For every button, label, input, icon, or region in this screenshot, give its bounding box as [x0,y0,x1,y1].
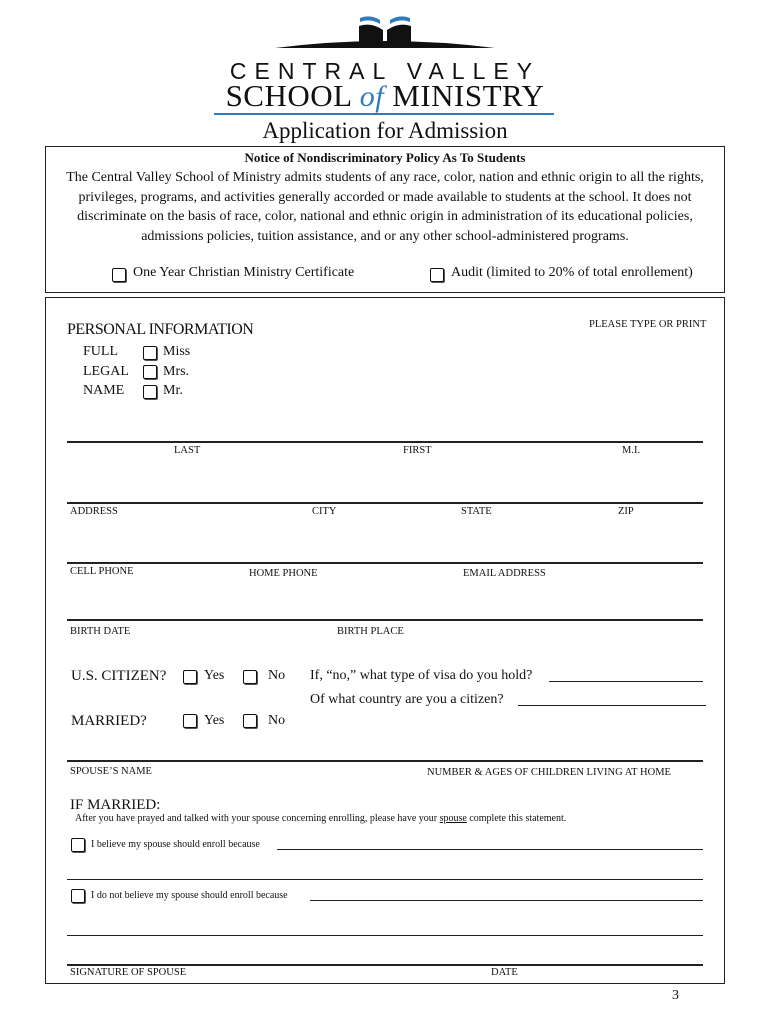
phone-line[interactable] [67,562,703,564]
city-label: CITY [312,506,337,517]
country-line[interactable] [518,705,706,706]
name-label-name: NAME [83,383,125,398]
birth-line[interactable] [67,619,703,621]
book-logo-icon [275,12,495,52]
believe-line-2[interactable] [67,879,703,880]
children-label: NUMBER & AGES OF CHILDREN LIVING AT HOME [427,767,671,778]
address-line[interactable] [67,502,703,504]
not-believe-checkbox[interactable] [71,889,85,903]
miss-label: Miss [163,344,191,359]
married-label: MARRIED? [71,713,147,729]
believe-label: I believe my spouse should enroll because [91,839,260,850]
mr-label: Mr. [163,383,183,398]
certificate-label: One Year Christian Ministry Certificate [133,265,355,280]
believe-checkbox[interactable] [71,838,85,852]
mrs-label: Mrs. [163,364,190,379]
signature-label: SIGNATURE OF SPOUSE [70,967,187,978]
married-no-label: No [268,713,286,728]
zip-label: ZIP [618,506,634,517]
audit-checkbox[interactable] [430,268,444,282]
notice-heading: Notice of Nondiscriminatory Policy As To Students [244,150,526,165]
page-title: Application for Admission [262,118,508,143]
certificate-checkbox[interactable] [112,268,126,282]
birth-place-label: BIRTH PLACE [337,626,404,637]
email-label: EMAIL ADDRESS [463,568,546,579]
not-believe-line-1[interactable] [310,900,703,901]
if-married-heading: IF MARRIED: [70,797,161,813]
last-label: LAST [174,445,201,456]
page-number: 3 [672,988,679,1003]
birth-date-label: BIRTH DATE [70,626,131,637]
logo-underline [214,113,554,115]
cell-phone-label: CELL PHONE [70,566,134,577]
spouse-line[interactable] [67,760,703,762]
believe-line-1[interactable] [277,849,703,850]
not-believe-line-2[interactable] [67,935,703,936]
citizen-no-label: No [268,668,286,683]
not-believe-label: I do not believe my spouse should enroll because [91,890,288,901]
citizen-label: U.S. CITIZEN? [71,668,167,684]
married-no-checkbox[interactable] [243,714,257,728]
country-question: Of what country are you a citizen? [310,692,504,707]
miss-checkbox[interactable] [143,346,157,360]
visa-question: If, “no,” what type of visa do you hold? [310,668,533,683]
date-label: DATE [491,967,518,978]
personal-heading: PERSONAL INFORMATION [67,321,254,338]
married-yes-label: Yes [204,713,225,728]
spouse-name-label: SPOUSE’S NAME [70,766,152,777]
mr-checkbox[interactable] [143,385,157,399]
citizen-yes-label: Yes [204,668,225,683]
logo-main-text: SCHOOL of MINISTRY [225,78,545,113]
citizen-yes-checkbox[interactable] [183,670,197,684]
mrs-checkbox[interactable] [143,365,157,379]
home-phone-label: HOME PHONE [249,568,318,579]
print-note: PLEASE TYPE OR PRINT [589,319,707,330]
signature-line[interactable] [67,964,703,966]
name-label-legal: LEGAL [83,364,129,379]
mi-label: M.I. [622,445,641,456]
name-label-full: FULL [83,344,118,359]
logo-top-text: CENTRAL VALLEY [229,58,541,84]
citizen-no-checkbox[interactable] [243,670,257,684]
first-label: FIRST [403,445,432,456]
state-label: STATE [461,506,492,517]
married-instruction: After you have prayed and talked with your spouse concerning enrolling, please have your spouse complete this statement. [75,813,567,824]
name-line[interactable] [67,441,703,443]
personal-info-box [45,297,725,984]
audit-label: Audit (limited to 20% of total enrollement) [451,265,693,280]
visa-line[interactable] [549,681,703,682]
notice-body: The Central Valley School of Ministry admits students of any race, color, nation and ethnic origin to all the rights, privileges, programs, and activities generally accorded or made available to students at the school. It does not discriminate on the basis of race, color, national and ethnic origin in administration of its educational policies, admissions policies, tuition assistance, and or any other school-administered programs. [66,170,704,244]
married-yes-checkbox[interactable] [183,714,197,728]
address-label: ADDRESS [70,506,118,517]
